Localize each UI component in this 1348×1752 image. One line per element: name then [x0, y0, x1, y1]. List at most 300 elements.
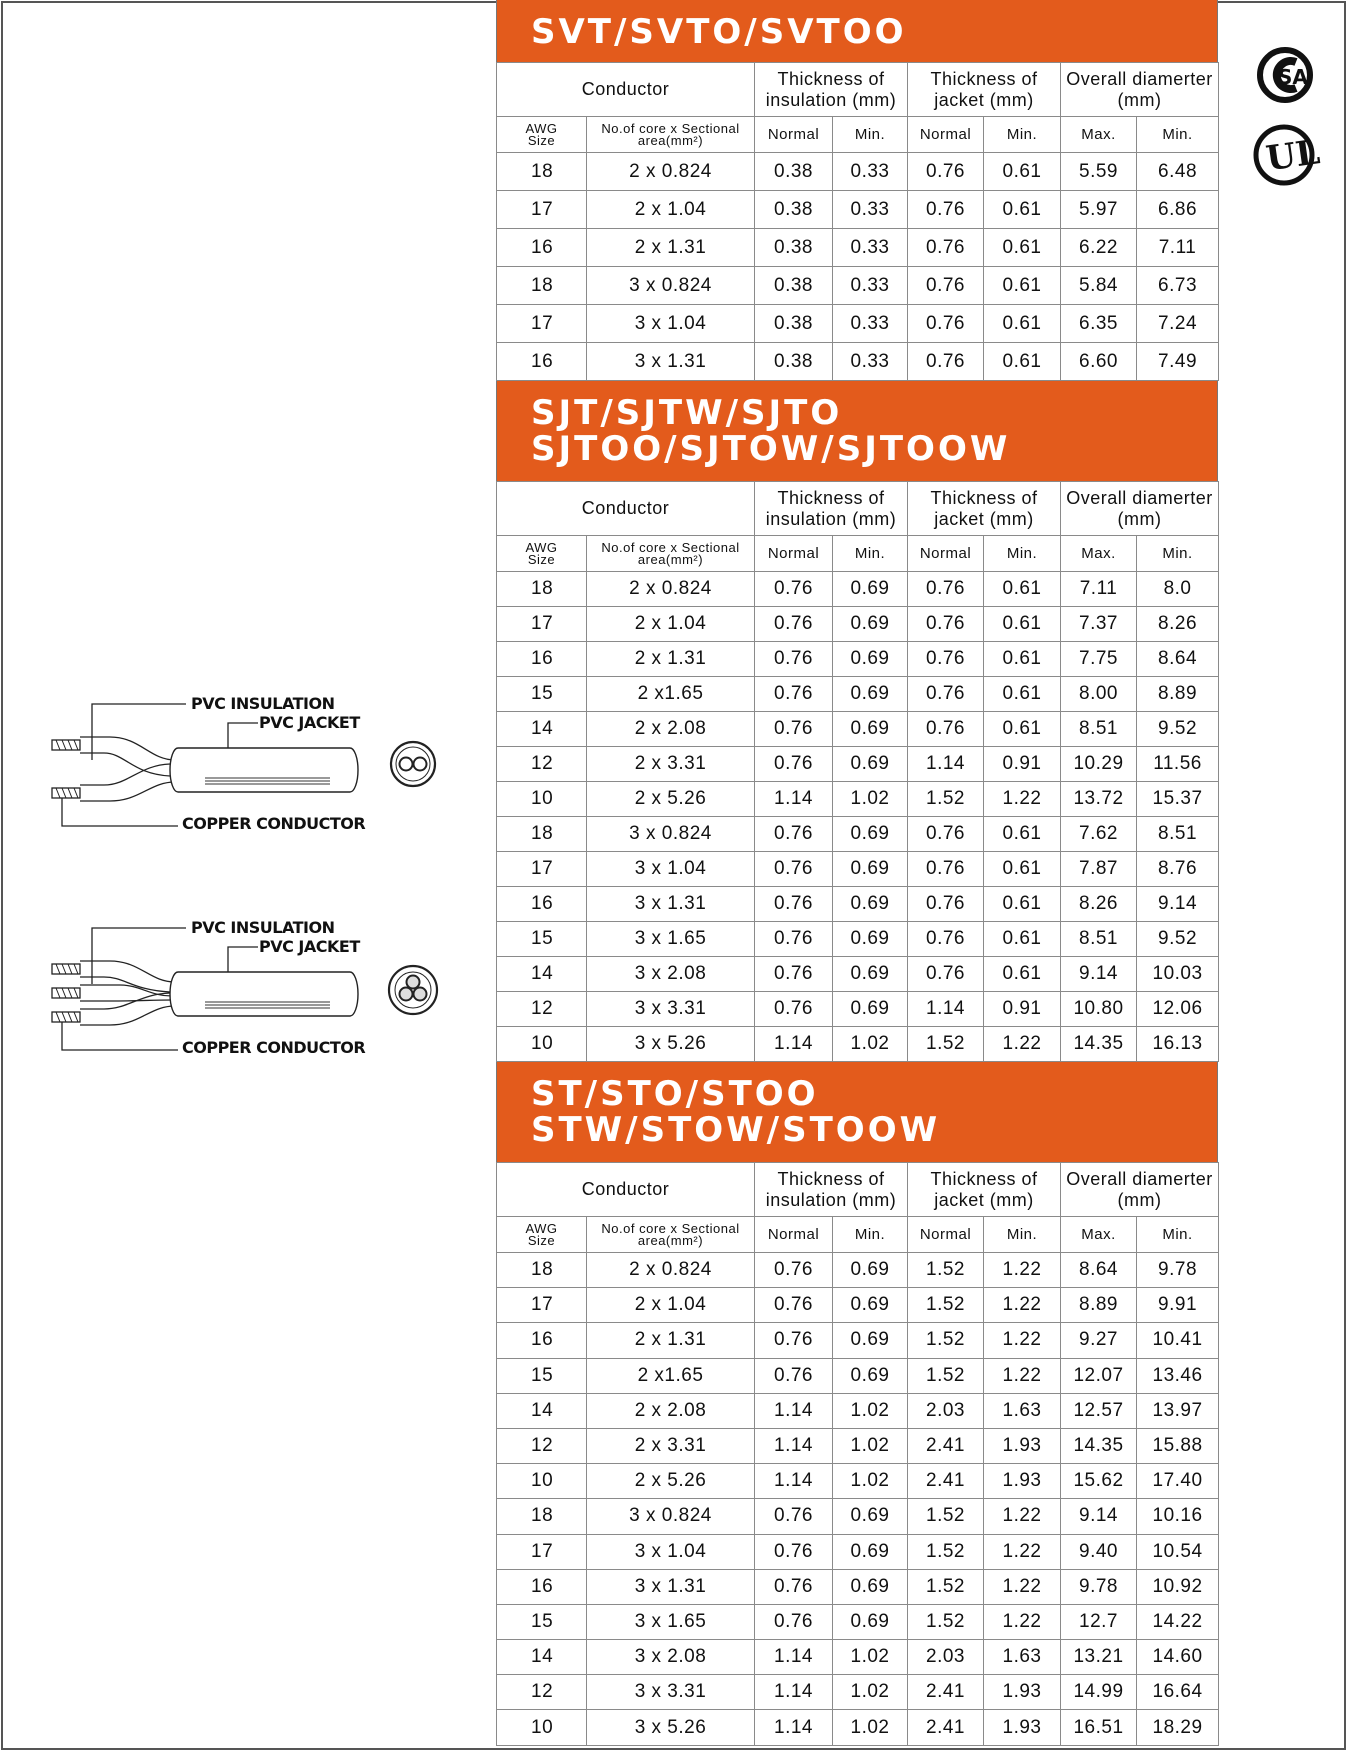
jacket-min-cell: 0.61	[984, 572, 1061, 607]
insulation-min-cell: 0.69	[833, 852, 908, 887]
table-row	[497, 957, 1219, 992]
jacket-min-cell: 0.61	[984, 607, 1061, 642]
awg-cell: 10	[497, 1710, 587, 1745]
jacket-normal-cell: 1.52	[908, 1288, 984, 1323]
jacket-min-cell: 0.61	[984, 677, 1061, 712]
insulation-min-cell: 0.69	[833, 712, 908, 747]
header-jacket-normal: Normal	[908, 117, 984, 153]
table-row	[497, 1675, 1219, 1710]
jacket-normal-cell: 0.76	[908, 852, 984, 887]
header-insulation-min: Min.	[833, 117, 908, 153]
header-core-area	[587, 1217, 755, 1253]
header-diameter-min: Min.	[1137, 536, 1219, 572]
diameter-min-cell: 17.40	[1137, 1464, 1219, 1499]
jacket-min-cell: 1.93	[984, 1675, 1061, 1710]
section-title	[496, 0, 1218, 62]
insulation-normal-cell: 0.76	[755, 922, 833, 957]
header-diameter-max: Max.	[1061, 117, 1137, 153]
diameter-max-cell: 16.51	[1061, 1710, 1137, 1745]
header-jacket	[908, 482, 1061, 536]
table-row	[497, 572, 1219, 607]
insulation-normal-cell: 0.76	[755, 852, 833, 887]
diameter-max-cell: 9.27	[1061, 1323, 1137, 1358]
jacket-normal-cell: 0.76	[908, 191, 984, 229]
insulation-normal-cell: 0.76	[755, 992, 833, 1027]
jacket-normal-cell: 1.52	[908, 1358, 984, 1393]
header-core-line: area(mm²)	[637, 1232, 704, 1248]
insulation-min-cell: 0.69	[833, 922, 908, 957]
insulation-min-cell: 1.02	[833, 1640, 908, 1675]
insulation-normal-cell: 0.76	[755, 1604, 833, 1639]
jacket-min-cell: 0.61	[984, 957, 1061, 992]
header-jacket-min: Min.	[984, 536, 1061, 572]
awg-cell: 18	[497, 1253, 587, 1288]
diameter-max-cell: 7.62	[1061, 817, 1137, 852]
core-area-cell: 3 x 1.31	[587, 1569, 755, 1604]
diameter-min-cell: 16.64	[1137, 1675, 1219, 1710]
header-insulation-min: Min.	[833, 1217, 908, 1253]
jacket-min-cell: 1.22	[984, 782, 1061, 817]
diameter-min-cell: 12.06	[1137, 992, 1219, 1027]
header-diameter-min: Min.	[1137, 117, 1219, 153]
core-area-cell: 2 x 1.31	[587, 1323, 755, 1358]
insulation-min-cell: 0.69	[833, 1534, 908, 1569]
diameter-max-cell: 10.29	[1061, 747, 1137, 782]
diameter-min-cell: 7.24	[1137, 305, 1219, 343]
insulation-normal-cell: 0.76	[755, 887, 833, 922]
header-awg-line: Size	[527, 551, 556, 567]
table-row	[497, 267, 1219, 305]
diameter-min-cell: 15.88	[1137, 1428, 1219, 1463]
header-diameter-line: (mm)	[1117, 508, 1162, 529]
insulation-min-cell: 0.69	[833, 1569, 908, 1604]
diameter-min-cell: 9.52	[1137, 922, 1219, 957]
jacket-min-cell: 1.22	[984, 1604, 1061, 1639]
diameter-min-cell: 10.03	[1137, 957, 1219, 992]
jacket-min-cell: 0.61	[984, 191, 1061, 229]
insulation-normal-cell: 0.38	[755, 305, 833, 343]
jacket-normal-cell: 2.41	[908, 1710, 984, 1745]
insulation-min-cell: 0.69	[833, 1253, 908, 1288]
core-area-cell: 3 x 5.26	[587, 1027, 755, 1062]
awg-cell: 17	[497, 1534, 587, 1569]
table-row	[497, 922, 1219, 957]
jacket-min-cell: 0.61	[984, 887, 1061, 922]
diameter-max-cell: 6.60	[1061, 343, 1137, 381]
awg-cell: 12	[497, 747, 587, 782]
core-area-cell: 2 x 2.08	[587, 712, 755, 747]
diameter-max-cell: 8.00	[1061, 677, 1137, 712]
insulation-min-cell: 1.02	[833, 1027, 908, 1062]
diameter-min-cell: 9.52	[1137, 712, 1219, 747]
awg-cell: 18	[497, 1499, 587, 1534]
diameter-min-cell: 15.37	[1137, 782, 1219, 817]
table-row	[497, 852, 1219, 887]
jacket-min-cell: 1.63	[984, 1393, 1061, 1428]
jacket-normal-cell: 1.52	[908, 1323, 984, 1358]
insulation-min-cell: 0.69	[833, 1499, 908, 1534]
diameter-max-cell: 12.07	[1061, 1358, 1137, 1393]
diameter-min-cell: 8.26	[1137, 607, 1219, 642]
insulation-min-cell: 0.69	[833, 642, 908, 677]
jacket-min-cell: 1.93	[984, 1428, 1061, 1463]
core-area-cell: 3 x 1.04	[587, 1534, 755, 1569]
jacket-min-cell: 1.22	[984, 1288, 1061, 1323]
header-diameter-line: (mm)	[1117, 89, 1162, 110]
table-row	[497, 1358, 1219, 1393]
diameter-max-cell: 14.35	[1061, 1027, 1137, 1062]
insulation-normal-cell: 0.76	[755, 817, 833, 852]
awg-cell: 18	[497, 572, 587, 607]
awg-cell: 17	[497, 191, 587, 229]
awg-cell: 15	[497, 1604, 587, 1639]
table-row	[497, 1640, 1219, 1675]
awg-cell: 17	[497, 1288, 587, 1323]
diameter-min-cell: 8.51	[1137, 817, 1219, 852]
header-awg-line: AWG	[525, 539, 558, 555]
diameter-max-cell: 12.7	[1061, 1604, 1137, 1639]
diameter-max-cell: 9.14	[1061, 957, 1137, 992]
spec-table	[496, 62, 1219, 381]
insulation-min-cell: 0.69	[833, 1604, 908, 1639]
core-area-cell: 2 x1.65	[587, 1358, 755, 1393]
diameter-min-cell: 9.78	[1137, 1253, 1219, 1288]
table-row	[497, 1534, 1219, 1569]
insulation-min-cell: 0.69	[833, 572, 908, 607]
core-area-cell: 2 x 1.31	[587, 229, 755, 267]
diameter-min-cell: 8.76	[1137, 852, 1219, 887]
awg-cell: 16	[497, 887, 587, 922]
jacket-normal-cell: 1.52	[908, 1253, 984, 1288]
table-row	[497, 305, 1219, 343]
copper-conductor-label: COPPER CONDUCTOR	[182, 1038, 366, 1057]
awg-cell: 16	[497, 642, 587, 677]
section-title	[496, 1062, 1218, 1162]
svg-text:SA: SA	[1278, 65, 1308, 89]
jacket-normal-cell: 1.52	[908, 782, 984, 817]
header-core-line: area(mm²)	[637, 132, 704, 148]
jacket-normal-cell: 1.52	[908, 1499, 984, 1534]
header-insulation-line: Thickness of	[777, 1168, 885, 1189]
spec-section	[496, 1062, 1218, 1746]
jacket-normal-cell: 0.76	[908, 642, 984, 677]
table-row	[497, 607, 1219, 642]
header-insulation	[755, 63, 908, 117]
insulation-min-cell: 0.33	[833, 267, 908, 305]
core-area-cell: 3 x 1.65	[587, 1604, 755, 1639]
table-row	[497, 747, 1219, 782]
jacket-normal-cell: 2.03	[908, 1640, 984, 1675]
core-area-cell: 3 x 2.08	[587, 957, 755, 992]
core-area-cell: 2 x 5.26	[587, 1464, 755, 1499]
header-conductor: Conductor	[497, 482, 755, 536]
spec-tables	[496, 0, 1218, 1746]
awg-cell: 10	[497, 1027, 587, 1062]
core-area-cell: 2 x 1.04	[587, 191, 755, 229]
diameter-max-cell: 5.59	[1061, 153, 1137, 191]
header-jacket-line: jacket (mm)	[934, 508, 1034, 529]
diameter-min-cell: 11.56	[1137, 747, 1219, 782]
diameter-max-cell: 14.35	[1061, 1428, 1137, 1463]
jacket-min-cell: 0.61	[984, 712, 1061, 747]
insulation-normal-cell: 1.14	[755, 1464, 833, 1499]
table-row	[497, 1027, 1219, 1062]
insulation-normal-cell: 0.76	[755, 572, 833, 607]
ul-mark-icon	[1252, 124, 1323, 186]
table-row	[497, 1710, 1219, 1745]
header-core-line: No.of core x Sectional	[601, 539, 740, 555]
diameter-min-cell: 9.14	[1137, 887, 1219, 922]
header-jacket-normal: Normal	[908, 1217, 984, 1253]
diameter-max-cell: 12.57	[1061, 1393, 1137, 1428]
table-row	[497, 712, 1219, 747]
insulation-normal-cell: 0.38	[755, 191, 833, 229]
insulation-min-cell: 1.02	[833, 1464, 908, 1499]
insulation-min-cell: 1.02	[833, 1675, 908, 1710]
insulation-min-cell: 1.02	[833, 1428, 908, 1463]
jacket-normal-cell: 2.41	[908, 1675, 984, 1710]
jacket-min-cell: 1.22	[984, 1534, 1061, 1569]
section-title-line: SJT/SJTW/SJTO	[531, 393, 843, 433]
insulation-normal-cell: 0.38	[755, 343, 833, 381]
insulation-min-cell: 0.69	[833, 747, 908, 782]
core-area-cell: 2 x 2.08	[587, 1393, 755, 1428]
diameter-max-cell: 8.26	[1061, 887, 1137, 922]
table-row	[497, 1253, 1219, 1288]
insulation-normal-cell: 1.14	[755, 1710, 833, 1745]
jacket-min-cell: 0.61	[984, 642, 1061, 677]
core-area-cell: 2 x 3.31	[587, 747, 755, 782]
header-core-line: area(mm²)	[637, 551, 704, 567]
insulation-min-cell: 0.33	[833, 343, 908, 381]
core-area-cell: 3 x 3.31	[587, 992, 755, 1027]
table-row	[497, 343, 1219, 381]
cable-diagram-3-core	[0, 914, 480, 1064]
diameter-min-cell: 14.60	[1137, 1640, 1219, 1675]
jacket-normal-cell: 1.52	[908, 1027, 984, 1062]
pvc-insulation-label: PVC INSULATION	[191, 694, 335, 713]
insulation-normal-cell: 0.76	[755, 607, 833, 642]
csa-mark-icon	[1256, 44, 1314, 106]
core-area-cell: 2 x 3.31	[587, 1428, 755, 1463]
jacket-normal-cell: 2.41	[908, 1428, 984, 1463]
jacket-normal-cell: 2.41	[908, 1464, 984, 1499]
table-row	[497, 1288, 1219, 1323]
jacket-normal-cell: 0.76	[908, 267, 984, 305]
insulation-normal-cell: 0.76	[755, 747, 833, 782]
header-jacket-line: Thickness of	[930, 68, 1038, 89]
table-row	[497, 992, 1219, 1027]
core-area-cell: 2 x 0.824	[587, 153, 755, 191]
awg-cell: 14	[497, 1640, 587, 1675]
awg-cell: 15	[497, 1358, 587, 1393]
core-area-cell: 2 x 0.824	[587, 572, 755, 607]
core-area-cell: 3 x 1.31	[587, 887, 755, 922]
insulation-normal-cell: 0.38	[755, 229, 833, 267]
insulation-normal-cell: 0.76	[755, 1569, 833, 1604]
jacket-min-cell: 1.22	[984, 1253, 1061, 1288]
table-row	[497, 817, 1219, 852]
header-awg-line: Size	[527, 1232, 556, 1248]
spec-table	[496, 481, 1219, 1062]
awg-cell: 14	[497, 712, 587, 747]
header-conductor: Conductor	[497, 63, 755, 117]
insulation-min-cell: 0.69	[833, 1323, 908, 1358]
header-diameter-line: Overall diamerter	[1066, 68, 1213, 89]
header-diameter	[1061, 1163, 1219, 1217]
table-row	[497, 1604, 1219, 1639]
diameter-max-cell: 6.35	[1061, 305, 1137, 343]
jacket-normal-cell: 0.76	[908, 957, 984, 992]
jacket-normal-cell: 0.76	[908, 817, 984, 852]
diameter-max-cell: 9.14	[1061, 1499, 1137, 1534]
jacket-min-cell: 0.91	[984, 747, 1061, 782]
awg-cell: 14	[497, 1393, 587, 1428]
diameter-min-cell: 18.29	[1137, 1710, 1219, 1745]
jacket-min-cell: 0.61	[984, 153, 1061, 191]
core-area-cell: 2 x 1.31	[587, 642, 755, 677]
header-insulation	[755, 1163, 908, 1217]
core-area-cell: 3 x 1.31	[587, 343, 755, 381]
core-area-cell: 3 x 0.824	[587, 267, 755, 305]
jacket-min-cell: 0.61	[984, 229, 1061, 267]
spec-table	[496, 1162, 1219, 1746]
header-awg-line: AWG	[525, 120, 558, 136]
diameter-min-cell: 6.48	[1137, 153, 1219, 191]
table-row	[497, 782, 1219, 817]
pvc-insulation-label: PVC INSULATION	[191, 918, 335, 937]
header-insulation-min: Min.	[833, 536, 908, 572]
insulation-min-cell: 0.69	[833, 992, 908, 1027]
insulation-normal-cell: 1.14	[755, 1027, 833, 1062]
section-title-line: SJTOO/SJTOW/SJTOOW	[531, 429, 1011, 469]
awg-cell: 18	[497, 267, 587, 305]
jacket-min-cell: 1.93	[984, 1464, 1061, 1499]
jacket-min-cell: 1.22	[984, 1358, 1061, 1393]
insulation-normal-cell: 1.14	[755, 782, 833, 817]
diameter-min-cell: 13.46	[1137, 1358, 1219, 1393]
insulation-min-cell: 0.69	[833, 677, 908, 712]
core-area-cell: 2 x 1.04	[587, 1288, 755, 1323]
awg-cell: 12	[497, 1675, 587, 1710]
diameter-max-cell: 7.37	[1061, 607, 1137, 642]
header-core-area	[587, 536, 755, 572]
jacket-normal-cell: 0.76	[908, 153, 984, 191]
header-insulation	[755, 482, 908, 536]
insulation-min-cell: 0.33	[833, 191, 908, 229]
cable-diagram-2-core	[0, 690, 480, 840]
table-row	[497, 677, 1219, 712]
insulation-normal-cell: 1.14	[755, 1428, 833, 1463]
diameter-min-cell: 8.64	[1137, 642, 1219, 677]
insulation-min-cell: 0.69	[833, 957, 908, 992]
diameter-max-cell: 13.21	[1061, 1640, 1137, 1675]
jacket-min-cell: 1.22	[984, 1323, 1061, 1358]
jacket-min-cell: 0.61	[984, 852, 1061, 887]
header-jacket-line: jacket (mm)	[934, 89, 1034, 110]
header-diameter	[1061, 63, 1219, 117]
awg-cell: 18	[497, 817, 587, 852]
insulation-min-cell: 1.02	[833, 1710, 908, 1745]
core-area-cell: 2 x 0.824	[587, 1253, 755, 1288]
header-insulation-normal: Normal	[755, 536, 833, 572]
insulation-normal-cell: 0.76	[755, 677, 833, 712]
diameter-min-cell: 9.91	[1137, 1288, 1219, 1323]
table-row	[497, 1428, 1219, 1463]
diameter-min-cell: 13.97	[1137, 1393, 1219, 1428]
insulation-normal-cell: 0.38	[755, 153, 833, 191]
copper-conductor-label: COPPER CONDUCTOR	[182, 814, 366, 833]
header-awg-size	[497, 117, 587, 153]
diameter-max-cell: 14.99	[1061, 1675, 1137, 1710]
diameter-max-cell: 5.97	[1061, 191, 1137, 229]
header-jacket	[908, 63, 1061, 117]
insulation-normal-cell: 1.14	[755, 1640, 833, 1675]
diameter-min-cell: 16.13	[1137, 1027, 1219, 1062]
jacket-normal-cell: 1.14	[908, 747, 984, 782]
header-core-area	[587, 117, 755, 153]
awg-cell: 16	[497, 1323, 587, 1358]
jacket-min-cell: 0.61	[984, 305, 1061, 343]
diameter-min-cell: 6.86	[1137, 191, 1219, 229]
core-area-cell: 3 x 3.31	[587, 1675, 755, 1710]
table-row	[497, 1323, 1219, 1358]
insulation-min-cell: 1.02	[833, 782, 908, 817]
jacket-normal-cell: 0.76	[908, 343, 984, 381]
jacket-normal-cell: 1.14	[908, 992, 984, 1027]
table-row	[497, 1464, 1219, 1499]
awg-cell: 17	[497, 852, 587, 887]
jacket-normal-cell: 0.76	[908, 572, 984, 607]
awg-cell: 18	[497, 153, 587, 191]
header-insulation-line: Thickness of	[777, 68, 885, 89]
insulation-normal-cell: 1.14	[755, 1393, 833, 1428]
awg-cell: 15	[497, 922, 587, 957]
jacket-normal-cell: 2.03	[908, 1393, 984, 1428]
core-area-cell: 3 x 0.824	[587, 1499, 755, 1534]
header-diameter-line: (mm)	[1117, 1189, 1162, 1210]
core-area-cell: 2 x 5.26	[587, 782, 755, 817]
jacket-normal-cell: 1.52	[908, 1604, 984, 1639]
insulation-min-cell: 0.69	[833, 607, 908, 642]
header-diameter	[1061, 482, 1219, 536]
core-area-cell: 2 x 1.04	[587, 607, 755, 642]
diameter-min-cell: 7.49	[1137, 343, 1219, 381]
awg-cell: 10	[497, 782, 587, 817]
core-area-cell: 2 x1.65	[587, 677, 755, 712]
jacket-min-cell: 1.22	[984, 1569, 1061, 1604]
table-row	[497, 1499, 1219, 1534]
diameter-min-cell: 6.73	[1137, 267, 1219, 305]
awg-cell: 10	[497, 1464, 587, 1499]
diameter-max-cell: 6.22	[1061, 229, 1137, 267]
header-awg-line: AWG	[525, 1220, 558, 1236]
table-row	[497, 1569, 1219, 1604]
jacket-min-cell: 0.61	[984, 922, 1061, 957]
jacket-min-cell: 1.22	[984, 1499, 1061, 1534]
header-conductor: Conductor	[497, 1163, 755, 1217]
insulation-normal-cell: 0.76	[755, 1323, 833, 1358]
core-area-cell: 3 x 1.65	[587, 922, 755, 957]
awg-cell: 12	[497, 1428, 587, 1463]
diameter-max-cell: 10.80	[1061, 992, 1137, 1027]
jacket-normal-cell: 0.76	[908, 229, 984, 267]
diameter-min-cell: 8.0	[1137, 572, 1219, 607]
diameter-min-cell: 10.92	[1137, 1569, 1219, 1604]
diameter-min-cell: 14.22	[1137, 1604, 1219, 1639]
header-awg-size	[497, 1217, 587, 1253]
awg-cell: 16	[497, 343, 587, 381]
